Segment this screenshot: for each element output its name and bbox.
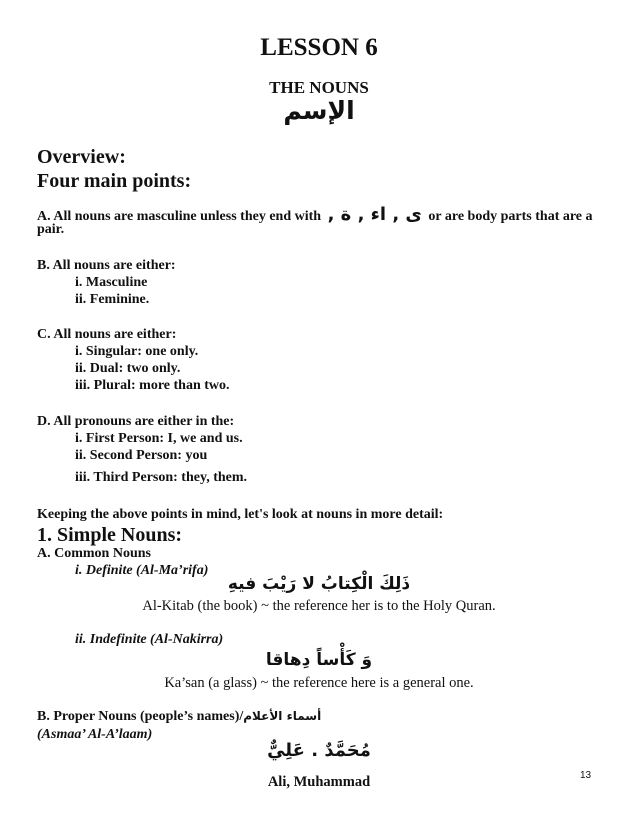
transition-text: Keeping the above points in mind, let's look at nouns in more detail: xyxy=(37,507,444,522)
point-b-item: ii. Feminine. xyxy=(75,292,150,307)
indefinite-heading: ii. Indefinite (Al-Nakirra) xyxy=(75,632,224,647)
lesson-title: LESSON 6 xyxy=(260,34,378,61)
lesson-subtitle: THE NOUNS xyxy=(269,78,369,97)
point-c-heading: C. All nouns are either: xyxy=(37,327,177,342)
page-number: 13 xyxy=(580,770,592,781)
proper-nouns-transliteration: (Asmaa’ Al-A’laam) xyxy=(37,727,153,742)
point-a-arabic-endings: ى , اء , ة , xyxy=(327,204,422,225)
point-c-item: i. Singular: one only. xyxy=(75,344,199,359)
point-d-heading: D. All pronouns are either in the: xyxy=(37,414,235,429)
proper-nouns-heading xyxy=(37,709,321,725)
point-c-item: iii. Plural: more than two. xyxy=(75,378,230,393)
proper-nouns-arabic: مُحَمَّدٌ . عَلِيٌّ xyxy=(267,740,371,761)
point-d-item: i. First Person: I, we and us. xyxy=(75,431,243,446)
point-a-line1 xyxy=(37,204,593,225)
indefinite-caption: Ka’san (a glass) ~ the reference here is a general one. xyxy=(164,675,474,691)
indefinite-arabic: وَ كَأْساً دِهاقا xyxy=(265,650,373,670)
proper-nouns-caption: Ali, Muhammad xyxy=(267,774,371,790)
proper-nouns-heading-text: B. Proper Nouns (people’s names)/ xyxy=(37,709,244,724)
point-a-text: A. All nouns are masculine unless they end with xyxy=(37,209,322,224)
definite-heading: i. Definite (Al-Ma’rifa) xyxy=(75,563,209,578)
definite-arabic: ذَلِكَ الْكِتابُ لا رَيْبَ فيهِ xyxy=(227,574,411,594)
point-a-line2: pair. xyxy=(37,222,65,237)
common-nouns-heading: A. Common Nouns xyxy=(37,546,151,561)
overview-subtitle: Four main points: xyxy=(37,170,192,192)
definite-caption: Al-Kitab (the book) ~ the reference her is to the Holy Quran. xyxy=(142,598,496,614)
point-b-item: i. Masculine xyxy=(75,275,148,290)
lesson-subtitle-arabic: الإسم xyxy=(283,96,355,125)
point-c-item: ii. Dual: two only. xyxy=(75,361,181,376)
proper-nouns-heading-arabic: أسماء الأعلام xyxy=(243,709,322,723)
point-d-item: ii. Second Person: you xyxy=(75,448,208,463)
overview-title: Overview: xyxy=(37,146,126,168)
point-d-item: iii. Third Person: they, them. xyxy=(75,470,248,485)
point-a-text-continued: or are body parts that are a xyxy=(428,209,593,224)
section-title: 1. Simple Nouns: xyxy=(37,524,183,546)
point-b-heading: B. All nouns are either: xyxy=(37,258,176,273)
